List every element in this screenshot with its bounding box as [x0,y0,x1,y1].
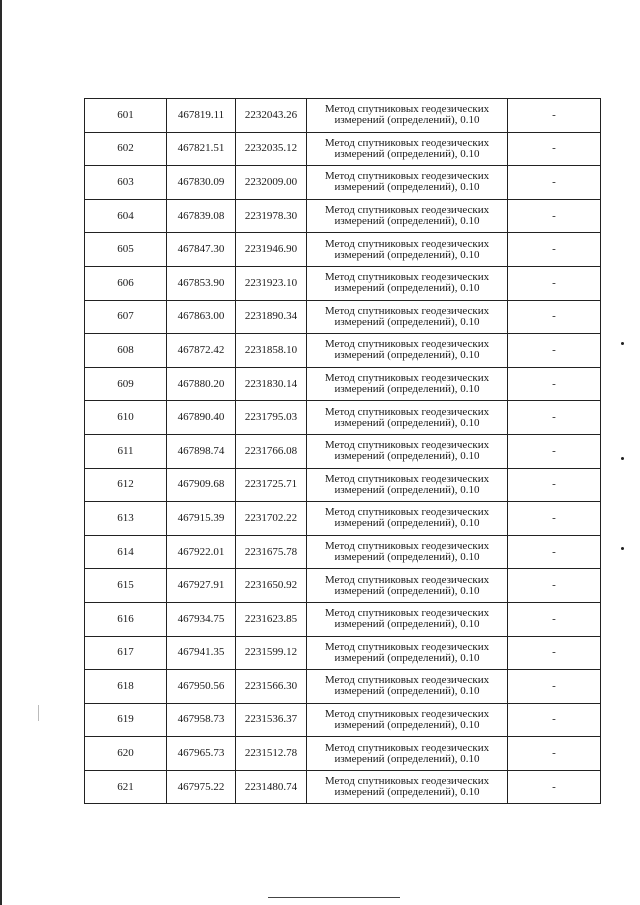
y-coordinate-cell: 2232043.26 [236,99,307,133]
table-row [85,334,601,368]
point-number-cell: 616 [85,602,167,636]
method-text-line: Метод спутниковых геодезических [324,170,490,183]
point-number-cell: 601 [85,99,167,133]
method-text-line: измерений (определений), 0.10 [334,685,480,698]
point-number-cell: 617 [85,636,167,670]
method-text-line: измерений (определений), 0.10 [334,718,480,731]
y-coordinate-cell: 2231766.08 [236,434,307,468]
description-cell: - [508,132,601,166]
method-text-line: Метод спутниковых геодезических [324,674,490,687]
table-row [85,132,601,166]
margin-mark [621,457,624,460]
x-coordinate-cell: 467927.91 [167,569,236,603]
description-cell: - [508,670,601,704]
point-number-cell: 612 [85,468,167,502]
table-row [85,300,601,334]
method-text-line: измерений (определений), 0.10 [334,752,480,765]
scan-artifact [38,705,39,721]
method-text-line: измерений (определений), 0.10 [334,114,480,127]
table-row [85,266,601,300]
table-row [85,233,601,267]
method-cell [307,737,508,771]
method-text-line: Метод спутниковых геодезических [324,103,490,116]
point-number-cell: 606 [85,266,167,300]
y-coordinate-cell: 2231702.22 [236,502,307,536]
x-coordinate-cell: 467975.22 [167,770,236,804]
y-coordinate-cell: 2231536.37 [236,703,307,737]
method-text-line: Метод спутниковых геодезических [324,741,490,754]
method-cell [307,569,508,603]
x-coordinate-cell: 467863.00 [167,300,236,334]
point-number-cell: 615 [85,569,167,603]
y-coordinate-cell: 2231858.10 [236,334,307,368]
table-row [85,569,601,603]
method-text-line: измерений (определений), 0.10 [334,282,480,295]
method-cell [307,99,508,133]
method-text-line: измерений (определений), 0.10 [334,383,480,396]
method-text-line: измерений (определений), 0.10 [334,315,480,328]
table-row [85,703,601,737]
method-cell [307,233,508,267]
description-cell: - [508,737,601,771]
method-text-line: Метод спутниковых геодезических [324,405,490,418]
method-text-line: Метод спутниковых геодезических [324,271,490,284]
x-coordinate-cell: 467922.01 [167,535,236,569]
y-coordinate-cell: 2232009.00 [236,166,307,200]
table-row [85,166,601,200]
point-number-cell: 620 [85,737,167,771]
description-cell: - [508,770,601,804]
method-text-line: Метод спутниковых геодезических [324,338,490,351]
method-text-line: Метод спутниковых геодезических [324,607,490,620]
y-coordinate-cell: 2231946.90 [236,233,307,267]
y-coordinate-cell: 2231923.10 [236,266,307,300]
point-number-cell: 611 [85,434,167,468]
coordinates-table [84,98,601,804]
description-cell: - [508,569,601,603]
y-coordinate-cell: 2232035.12 [236,132,307,166]
x-coordinate-cell: 467839.08 [167,199,236,233]
y-coordinate-cell: 2231599.12 [236,636,307,670]
method-cell [307,266,508,300]
x-coordinate-cell: 467872.42 [167,334,236,368]
method-text-line: измерений (определений), 0.10 [334,349,480,362]
table-row [85,99,601,133]
x-coordinate-cell: 467915.39 [167,502,236,536]
point-number-cell: 608 [85,334,167,368]
point-number-cell: 618 [85,670,167,704]
point-number-cell: 605 [85,233,167,267]
description-cell: - [508,166,601,200]
table-row [85,602,601,636]
method-cell [307,535,508,569]
table-row [85,535,601,569]
table-row [85,636,601,670]
description-cell: - [508,99,601,133]
x-coordinate-cell: 467958.73 [167,703,236,737]
x-coordinate-cell: 467847.30 [167,233,236,267]
method-text-line: Метод спутниковых геодезических [324,573,490,586]
table-row [85,401,601,435]
y-coordinate-cell: 2231512.78 [236,737,307,771]
table-row [85,770,601,804]
x-coordinate-cell: 467898.74 [167,434,236,468]
method-text-line: Метод спутниковых геодезических [324,372,490,385]
point-number-cell: 619 [85,703,167,737]
method-cell [307,367,508,401]
y-coordinate-cell: 2231890.34 [236,300,307,334]
margin-mark [621,547,624,550]
method-cell [307,602,508,636]
description-cell: - [508,266,601,300]
method-text-line: Метод спутниковых геодезических [324,506,490,519]
method-text-line: Метод спутниковых геодезических [324,136,490,149]
point-number-cell: 621 [85,770,167,804]
method-cell [307,434,508,468]
table-row [85,502,601,536]
table-row [85,199,601,233]
x-coordinate-cell: 467965.73 [167,737,236,771]
point-number-cell: 613 [85,502,167,536]
method-text-line: измерений (определений), 0.10 [334,517,480,530]
point-number-cell: 609 [85,367,167,401]
method-cell [307,468,508,502]
y-coordinate-cell: 2231480.74 [236,770,307,804]
x-coordinate-cell: 467819.11 [167,99,236,133]
description-cell: - [508,199,601,233]
method-text-line: измерений (определений), 0.10 [334,584,480,597]
method-text-line: Метод спутниковых геодезических [324,640,490,653]
method-text-line: измерений (определений), 0.10 [334,450,480,463]
method-text-line: измерений (определений), 0.10 [334,215,480,228]
page-left-edge [0,0,2,905]
table-row [85,434,601,468]
table-row [85,367,601,401]
method-text-line: Метод спутниковых геодезических [324,439,490,452]
description-cell: - [508,602,601,636]
point-number-cell: 614 [85,535,167,569]
x-coordinate-cell: 467950.56 [167,670,236,704]
method-cell [307,166,508,200]
method-text-line: Метод спутниковых геодезических [324,237,490,250]
method-text-line: измерений (определений), 0.10 [334,651,480,664]
method-cell [307,334,508,368]
y-coordinate-cell: 2231830.14 [236,367,307,401]
description-cell: - [508,636,601,670]
y-coordinate-cell: 2231566.30 [236,670,307,704]
method-text-line: Метод спутниковых геодезических [324,204,490,217]
y-coordinate-cell: 2231978.30 [236,199,307,233]
point-number-cell: 602 [85,132,167,166]
x-coordinate-cell: 467821.51 [167,132,236,166]
y-coordinate-cell: 2231725.71 [236,468,307,502]
method-cell [307,770,508,804]
x-coordinate-cell: 467941.35 [167,636,236,670]
x-coordinate-cell: 467909.68 [167,468,236,502]
method-text-line: измерений (определений), 0.10 [334,248,480,261]
point-number-cell: 610 [85,401,167,435]
method-text-line: измерений (определений), 0.10 [334,416,480,429]
method-cell [307,199,508,233]
description-cell: - [508,334,601,368]
description-cell: - [508,703,601,737]
method-cell [307,703,508,737]
method-text-line: измерений (определений), 0.10 [334,483,480,496]
description-cell: - [508,502,601,536]
method-text-line: Метод спутниковых геодезических [324,540,490,553]
x-coordinate-cell: 467853.90 [167,266,236,300]
method-text-line: измерений (определений), 0.10 [334,618,480,631]
y-coordinate-cell: 2231675.78 [236,535,307,569]
method-cell [307,670,508,704]
description-cell: - [508,434,601,468]
description-cell: - [508,300,601,334]
method-cell [307,132,508,166]
point-number-cell: 607 [85,300,167,334]
description-cell: - [508,468,601,502]
table-row [85,468,601,502]
x-coordinate-cell: 467934.75 [167,602,236,636]
point-number-cell: 603 [85,166,167,200]
point-number-cell: 604 [85,199,167,233]
footer-line [268,897,400,898]
margin-mark [621,342,624,345]
table-row [85,670,601,704]
method-cell [307,502,508,536]
description-cell: - [508,367,601,401]
method-cell [307,636,508,670]
description-cell: - [508,233,601,267]
x-coordinate-cell: 467830.09 [167,166,236,200]
table-row [85,737,601,771]
y-coordinate-cell: 2231650.92 [236,569,307,603]
x-coordinate-cell: 467880.20 [167,367,236,401]
method-text-line: Метод спутниковых геодезических [324,304,490,317]
method-text-line: измерений (определений), 0.10 [334,147,480,160]
method-text-line: Метод спутниковых геодезических [324,707,490,720]
method-cell [307,401,508,435]
y-coordinate-cell: 2231795.03 [236,401,307,435]
method-text-line: измерений (определений), 0.10 [334,181,480,194]
method-text-line: Метод спутниковых геодезических [324,775,490,788]
description-cell: - [508,535,601,569]
coordinates-table-body [85,99,601,804]
y-coordinate-cell: 2231623.85 [236,602,307,636]
description-cell: - [508,401,601,435]
method-text-line: Метод спутниковых геодезических [324,472,490,485]
method-text-line: измерений (определений), 0.10 [334,551,480,564]
method-cell [307,300,508,334]
x-coordinate-cell: 467890.40 [167,401,236,435]
method-text-line: измерений (определений), 0.10 [334,786,480,799]
